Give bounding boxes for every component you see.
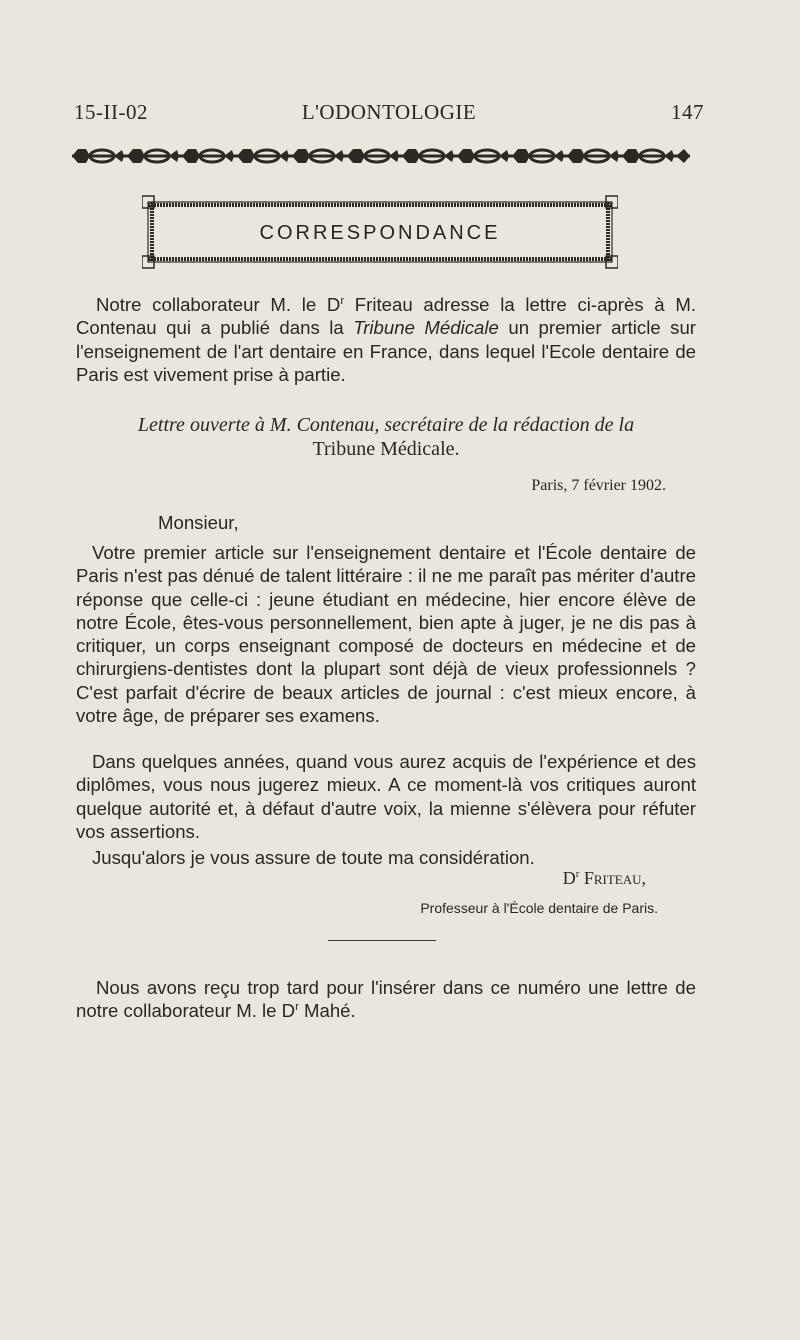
journal-title: Tribune Médicale [353,317,499,339]
page-number: 147 [671,100,704,124]
letter-paragraph-3: Jusqu'alors je vous assure de toute ma considération. [92,847,535,868]
signature: $D^r$ Friteau, [562,868,646,888]
letter-paragraph-2: Dans quelques années, quand vous aurez acquis de l'expérience et des diplômes, vous nous jugerez mieux. A ce moment-là vos critiques auront quelque autorité et, à défaut d'autre voix, la mienne s'élèvera pour réfuter vos assertions. [76,751,696,842]
intro-paragraph: Notre collaborateur M. le $D^r$ Friteau adresse la lettre ci-après à M. Contenau qui a publié dans la Tribune Médicale un premier article sur l'enseignement de l'art dentaire en France, dans lequel l'Ecole dentaire de Paris est vivement prise à partie. [76,294,696,385]
ornamental-band [72,145,690,167]
issue-date: 15-II-02 [74,100,148,124]
letter-paragraph-1: Votre premier article sur l'enseignement dentaire et l'École dentaire de Paris n'est pas dénué de talent littéraire : il ne me paraît pas mériter d'autre réponse que celle-ci : jeune étudiant en médecine, hier encore élève de notre École, êtes-vous personnellement, bien apte à juger, je ne dis pas à critiquer, un corps enseignant composé de docteurs en médecine et de chirurgiens-dentistes dont la plupart sont déjà de vieux professionnels ? C'est parfait d'écrire de beaux articles de journal : c'est mieux encore, à votre âge, de préparer ses examens. [76,542,696,727]
running-head [74,100,704,128]
letter-heading-line1: Lettre ouverte à M. Contenau, secrétaire de la rédaction de la [137,414,635,436]
section-title: CORRESPONDANCE [259,222,501,244]
letter-heading-line2: Tribune Médicale. [312,438,460,460]
closing-note: Nous avons reçu trop tard pour l'insérer dans ce numéro une lettre de notre collaborateur M. le $D^r$ Mahé. [76,977,696,1022]
signer-affiliation: Professeur à l'École dentaire de Paris. [420,900,658,916]
journal-name: L'ODONTOLOGIE [301,100,477,124]
separator-rule [328,940,436,941]
letter-date: Paris, 7 février 1902. [531,477,666,494]
letter-heading [76,413,696,461]
salutation: Monsieur, [158,512,239,533]
